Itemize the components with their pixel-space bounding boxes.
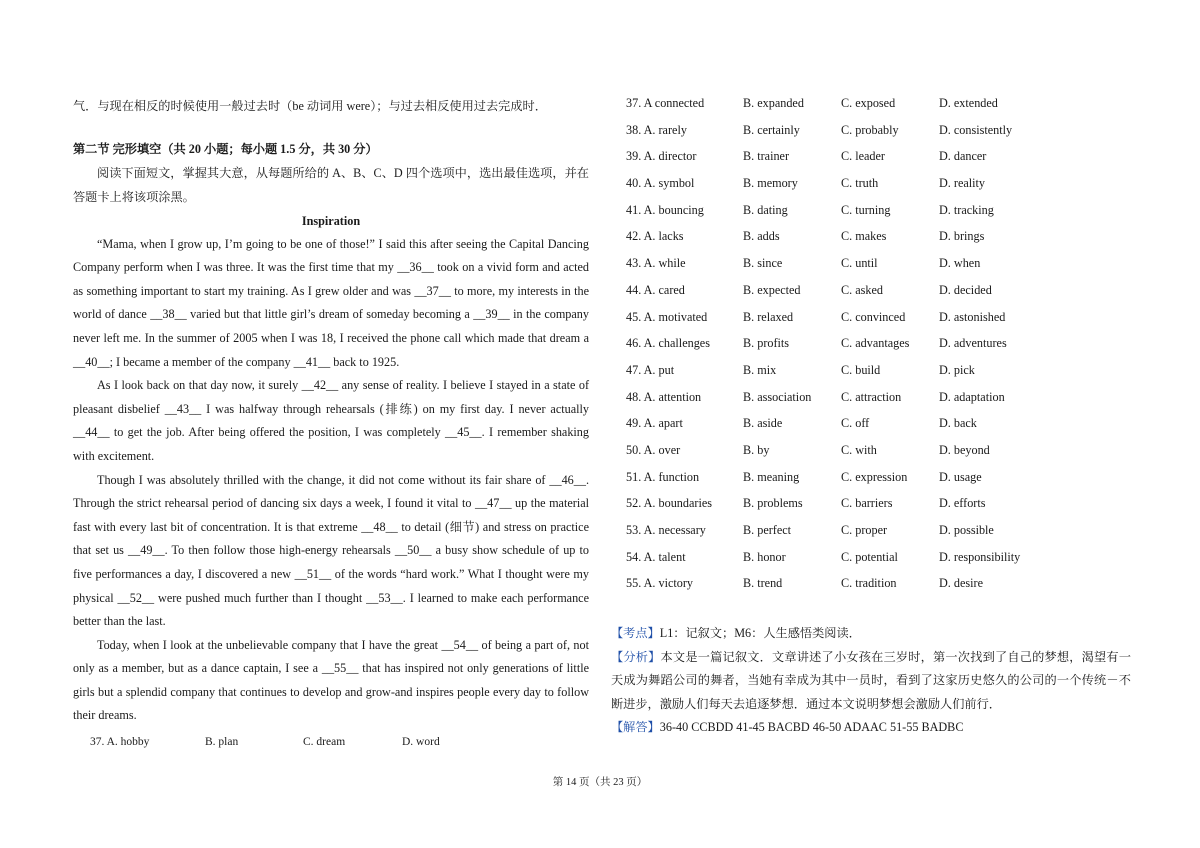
option-b: B. association [743,389,812,404]
fenxi-tag: 【分析】 [611,649,661,664]
option-b: B. profits [743,336,790,351]
option-a: 44. A. cared [626,282,685,297]
option-c: C. convinced [841,309,906,324]
option-c: C. potential [841,549,898,564]
option-a: 54. A. talent [626,549,686,564]
option-c: C. until [841,256,878,271]
option-d: D. responsibility [939,549,1021,564]
option-d: D. brings [939,229,985,244]
option-a: 38. A. rarely [626,122,687,137]
option-c: C. expression [841,469,908,484]
question-row [611,228,1131,255]
question-row [611,309,1131,336]
option-c: C. off [841,416,870,431]
kaodian-tag: 【考点】 [611,626,660,640]
option-b: B. trend [743,576,783,591]
option-b: B. plan [205,736,239,748]
essay-title: Inspiration [301,213,361,228]
fenxi-line [611,646,1131,717]
question-row [611,122,1131,149]
option-c: C. makes [841,229,887,244]
option-a: 41. A. bouncing [626,202,704,217]
instructions: 阅读下面短文，掌握其大意，从每题所给的 A、B、C、D 四个选项中，选出最佳选项，并在答题卡上将该项涂黑。 [73,165,589,204]
question-row [611,95,1131,122]
option-a: 49. A. apart [626,416,683,431]
question-row [611,175,1131,202]
question-row [611,148,1131,175]
option-b: B. adds [743,229,780,244]
option-a: 40. A. symbol [626,176,695,191]
option-b: B. perfect [743,523,792,537]
essay-paragraph-4: Today, when I look at the unbelievable company that I have the great __54__ of being a part of, not only as a member, but as a dance captain, I see a __55__ that has inspired not only generations of little girls but a splendid company that continues to develop and grow-and inspires people every day to follow their dreams. [73,637,589,723]
option-a: 51. A. function [626,469,700,484]
option-b: B. trainer [743,149,790,164]
question-row [611,415,1131,442]
option-a: 46. A. challenges [626,336,710,351]
option-d: D. beyond [939,442,990,457]
question-row [611,575,1131,602]
jieda-tag: 【解答】 [611,720,660,735]
question-row [611,442,1131,469]
option-a: 50. A. over [626,442,681,457]
question-list [611,95,1131,602]
option-d: D. extended [939,96,998,110]
option-c: C. asked [841,282,883,297]
option-c: C. proper [841,523,888,537]
option-b: B. certainly [743,122,800,137]
option-d: D. efforts [939,496,986,511]
option-b: B. memory [743,176,798,191]
question-row [611,362,1131,389]
option-b: B. relaxed [743,309,794,324]
option-a: 37. A connected [626,96,705,110]
jieda-line [611,716,1131,740]
option-d: D. dancer [939,149,987,164]
option-a: 45. A. motivated [626,309,708,324]
option-d: D. usage [939,469,982,484]
section-title: 第二节 完形填空（共 20 小题；每小题 1.5 分，共 30 分） [73,141,378,156]
option-a: 37. A. hobby [90,736,150,748]
option-a: 39. A. director [626,149,697,164]
option-b: B. problems [743,496,803,511]
option-a: 42. A. lacks [626,229,684,244]
option-a: 53. A. necessary [626,523,706,537]
option-d: D. adaptation [939,389,1005,404]
continued-explanation: 气．与现在相反的时候使用一般过去时（be 动词用 were）；与过去相反使用过去完成时． [73,99,547,113]
question-row [611,255,1131,282]
option-d: D. desire [939,576,983,591]
option-d: D. pick [939,362,975,377]
fenxi-text: 本文是一篇记叙文．文章讲述了小女孩在三岁时，第一次找到了自己的梦想，渴望有一天成为舞蹈公司的舞者，当她有幸成为其中一员时，看到了这家历史悠久的公司的一个传统－不断进步，激励人们每天去追逐梦想．通过本文说明梦想会激励人们前行． [611,649,1132,711]
option-b: B. aside [743,416,783,431]
option-c: C. build [841,362,881,377]
question-row [611,495,1131,522]
option-b: B. expanded [743,96,804,110]
option-a: 52. A. boundaries [626,496,712,511]
option-c: C. tradition [841,576,897,591]
question-row [611,202,1131,229]
option-c: C. probably [841,122,899,137]
option-c: C. truth [841,176,879,191]
option-c: C. dream [303,736,346,748]
option-c: C. turning [841,202,891,217]
option-d: D. possible [939,523,994,537]
essay-paragraph-1: “Mama, when I grow up, I’m going to be one of those!” I said this after seeing the Capital Dancing Company perform when I was three. It was the first time that my __36__ took on a vivid form and acted as something important to start my training. As I grew older and was __37__ to more, my interests in the world of dance __38__ varied but that little girl’s dream of someday becoming a __39__ in the company never left me. In the summer of 2005 when I was 18, I received the phone call which made that dream a __40__; I became a member of the company __41__ back to 1925. [73,236,589,369]
option-b: B. mix [743,362,777,377]
option-d: D. back [939,416,977,431]
option-b: B. by [743,442,770,457]
option-c: C. barriers [841,496,893,511]
answer-analysis [611,622,1131,740]
jieda-text: 36-40 CCBDD 41-45 BACBD 46-50 ADAAC 51-55 BADBC [659,720,964,735]
option-c: C. attraction [841,389,902,404]
option-d: D. decided [939,282,992,297]
option-a: 47. A. put [626,362,675,377]
option-d: D. when [939,256,981,271]
question-row [611,282,1131,309]
option-b: B. expected [743,282,801,297]
left-column [73,95,589,748]
right-column [611,95,1132,735]
option-a: 48. A. attention [626,389,702,404]
option-a: 43. A. while [626,256,686,271]
essay-paragraph-3: Though I was absolutely thrilled with the change, it did not come without its fair share of __46__. Through the strict rehearsal period of dancing six days a week, I found it vital to __47__ up the material fast with every last bit of concentration. It is that extreme __48__ to detail (细节) and stress on practice that set us __49__. To then follow those high-energy rehearsals __50__ a busy show schedule of up to five performances a day, I discovered a new __51__ of the words “hard work.” What I thought were my physical __52__ were pushed much further than I thought __53__. I learned to make each performance better than the last. [73,472,589,629]
question-row [611,335,1131,362]
question-row [611,522,1131,549]
question-row [611,469,1131,496]
option-d: D. consistently [939,122,1013,137]
option-a: 55. A. victory [626,576,694,591]
kaodian-line [611,622,1131,646]
option-d: D. adventures [939,336,1007,351]
question-row [611,549,1131,576]
option-d: D. word [402,736,440,748]
kaodian-text: L1：记叙文；M6：人生感悟类阅读． [659,626,861,640]
option-d: D. tracking [939,202,994,217]
option-c: C. exposed [841,96,896,110]
option-b: B. meaning [743,469,800,484]
option-d: D. reality [939,176,986,191]
option-d: D. astonished [939,309,1006,324]
option-c: C. leader [841,149,885,164]
option-b: B. honor [743,549,786,564]
option-b: B. dating [743,202,788,217]
option-c: C. advantages [841,336,910,351]
option-c: C. with [841,442,877,457]
essay-paragraph-2: As I look back on that day now, it surely __42__ any sense of reality. I believe I stayed in a state of pleasant disbelief __43__ I was halfway through rehearsals (排练) on my first day. I never actually __44__ to get the job. After being offered the position, I was completely __45__. I remember shaking with excitement. [73,378,589,463]
question-row [611,389,1131,416]
option-b: B. since [743,256,783,271]
page-footer: 第 14 页（共 23 页） [552,777,648,788]
